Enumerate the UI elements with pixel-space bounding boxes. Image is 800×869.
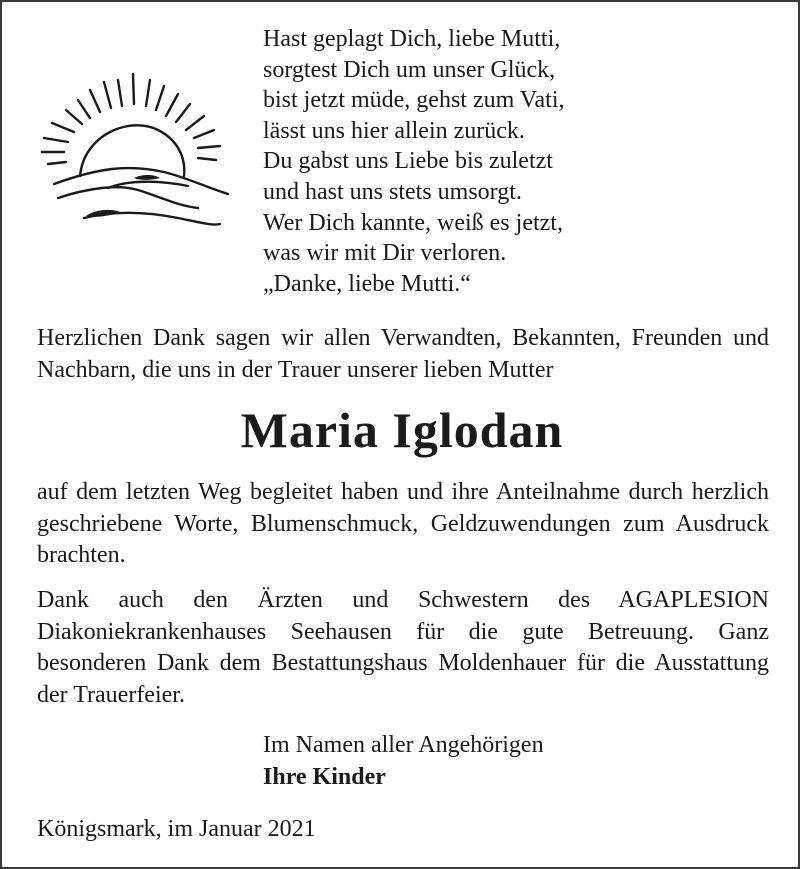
place-date: Königsmark, im Januar 2021 — [37, 816, 316, 842]
poem-line: Du gabst uns Liebe bis zuletzt — [263, 148, 553, 175]
signature-line: Im Namen aller Angehörigen — [263, 732, 544, 758]
sunset-hills-icon — [38, 68, 238, 238]
thanks-intro: Herzlichen Dank sagen wir allen Verwandten, Bekannten, Freunden und Nachbarn, die uns in der Trauer unserer lieben Mutter — [37, 325, 769, 383]
poem-line: lässt uns hier allein zurück. — [263, 117, 525, 144]
thanks-paragraph: auf dem letzten Weg begleitet haben und ihre Anteilnahme durch herzlich geschriebene Worte, Blumenschmuck, Geldzuwendungen zum Ausdruck brachten. — [37, 479, 769, 568]
poem-line: und hast uns stets umsorgt. — [263, 178, 522, 205]
thanks-paragraph: Dank auch den Ärzten und Schwestern des AGAPLESION Diakoniekrankenhauses Seehausen für die gute Betreuung. Ganz besonderen Dank dem Bestattungshaus Moldenhauer für die Ausstattung der Trauerfeier. — [37, 587, 769, 708]
poem-line: bist jetzt müde, gehst zum Vati, — [263, 87, 565, 114]
poem-line: sorgtest Dich um unser Glück, — [263, 56, 556, 83]
poem-line: „Danke, liebe Mutti.“ — [263, 270, 471, 297]
poem — [263, 24, 565, 299]
poem-line: Wer Dich kannte, weiß es jetzt, — [263, 209, 563, 236]
deceased-name: Maria Iglodan — [240, 402, 564, 458]
signature-signers: Ihre Kinder — [263, 764, 386, 790]
poem-line: was wir mit Dir verloren. — [263, 240, 507, 267]
poem-line: Hast geplagt Dich, liebe Mutti, — [263, 26, 561, 52]
signature — [263, 729, 544, 793]
